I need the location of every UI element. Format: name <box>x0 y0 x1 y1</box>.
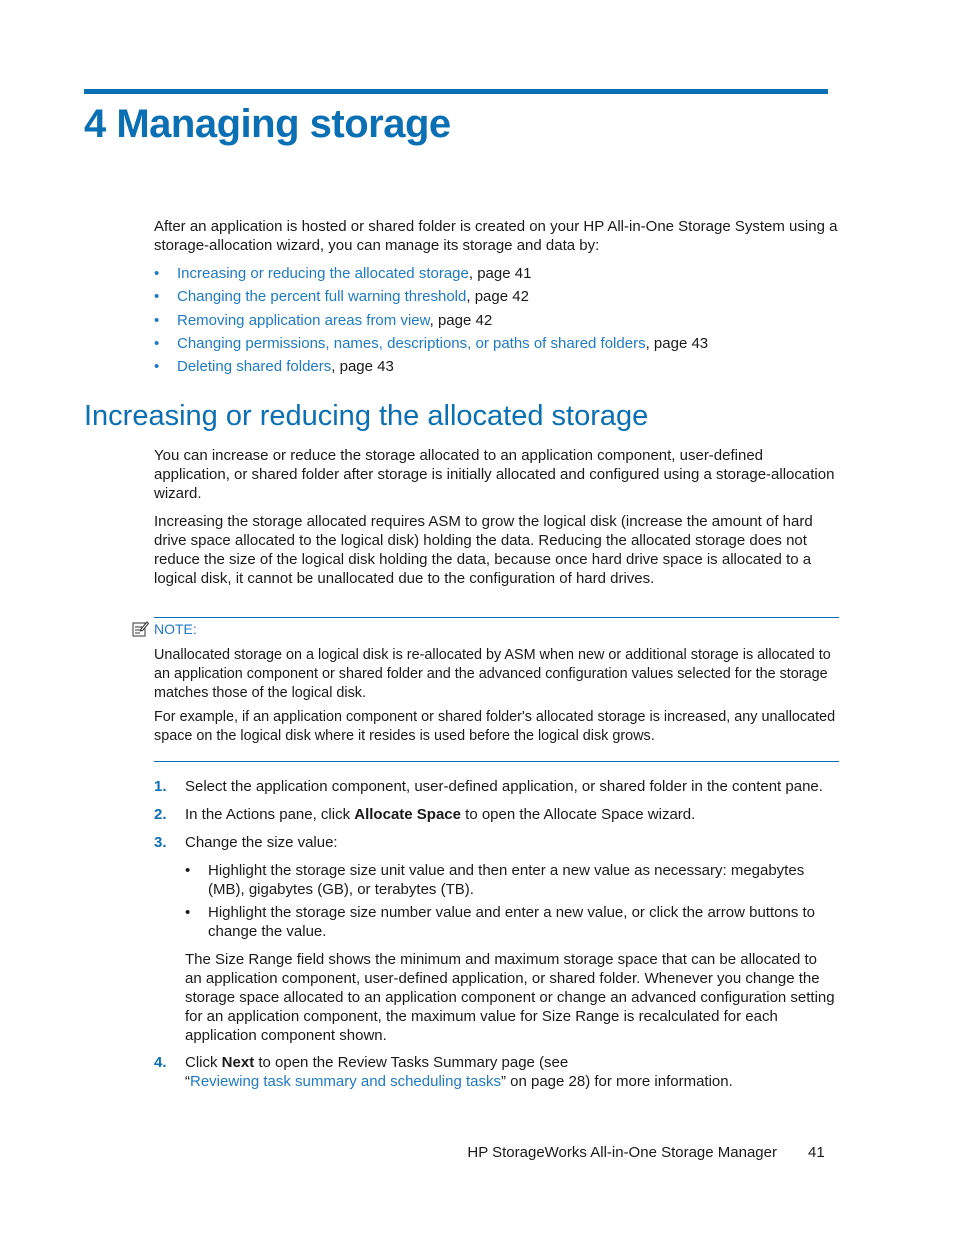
note-paragraph: Unallocated storage on a logical disk is re-allocated by ASM when new or additional storage is allocated to an application component or shared folder and the advanced configuration values selected for the storage matches those of the logical disk. <box>154 647 831 701</box>
step-number: 1. <box>154 778 167 795</box>
step-text: Click Next to open the Review Tasks Summary page (see “Reviewing task summary and scheduling tasks” on page 28) for more information. <box>185 1054 733 1090</box>
step-3-paragraph: The Size Range field shows the minimum and maximum storage space that can be allocated to an application component, user-defined application, or shared folder. Whenever you change the storage space allocated to an application component or change an advanced configuration setting for an application component, the maximum value for Size Range is recalculated for each application component shown. <box>185 951 835 1044</box>
ui-term: Allocate Space <box>354 806 461 823</box>
toc-item: • Changing the percent full warning threshold, page 42 <box>154 288 529 306</box>
intro-paragraph: After an application is hosted or shared folder is created on your HP All-in-One Storage System using a storage-allocation wizard, you can manage its storage and data by: <box>154 218 838 254</box>
note-header <box>132 620 197 637</box>
sub-bullet-text: Highlight the storage size number value and enter a new value, or click the arrow buttons to change the value. <box>208 904 816 940</box>
step-3 <box>154 833 840 852</box>
chapter-toc-list <box>154 264 708 380</box>
toc-link[interactable]: Changing the percent full warning threshold <box>177 288 467 306</box>
step-2 <box>154 805 840 824</box>
step-number: 2. <box>154 806 167 823</box>
note-icon <box>132 620 149 637</box>
step-text: Select the application component, user-defined application, or shared folder in the content pane. <box>185 778 823 795</box>
toc-link[interactable]: Changing permissions, names, descriptions, or paths of shared folders <box>177 334 646 352</box>
footer-title: HP StorageWorks All-in-One Storage Manager <box>467 1144 777 1161</box>
sub-bullet-text: Highlight the storage size unit value and then enter a new value as necessary: megabytes (MB), gigabytes (GB), or terabytes (TB). <box>208 862 805 898</box>
note-paragraph: For example, if an application component or shared folder's allocated storage is increased, any unallocated space on the logical disk where it resides is used before the logical disk grows. <box>154 709 836 744</box>
ui-term: Next <box>221 1054 255 1071</box>
step-4 <box>154 1053 840 1091</box>
chapter-title: 4 Managing storage <box>84 102 451 146</box>
toc-item: • Increasing or reducing the allocated storage, page 41 <box>154 265 532 282</box>
step-number: 4. <box>154 1054 167 1071</box>
toc-item: • Removing application areas from view, page 42 <box>154 311 493 329</box>
note-bottom-rule <box>154 761 839 762</box>
section-title: Increasing or reducing the allocated storage <box>84 400 649 432</box>
cross-reference-link[interactable]: Reviewing task summary and scheduling tasks <box>190 1073 501 1090</box>
toc-link[interactable]: Removing application areas from view <box>177 311 430 329</box>
step-1 <box>154 777 840 796</box>
sub-bullet: • Highlight the storage size unit value and then enter a new value as necessary: megabytes (MB), gigabytes (GB), or terabytes (TB). <box>185 861 835 899</box>
note-label: NOTE: <box>154 620 197 637</box>
step-text: In the Actions pane, click Allocate Space to open the Allocate Space wizard. <box>185 806 696 823</box>
toc-item: • Deleting shared folders, page 43 <box>154 358 394 376</box>
sub-bullet: • Highlight the storage size number value and enter a new value, or click the arrow buttons to change the value. <box>185 903 835 941</box>
toc-link[interactable]: Increasing or reducing the allocated storage <box>177 265 469 282</box>
page-number: 41 <box>808 1144 825 1161</box>
step-number: 3. <box>154 834 167 851</box>
section-paragraph: You can increase or reduce the storage allocated to an application component, user-defined application, or shared folder after storage is initially allocated and configured using a storage-allocation wizard. <box>154 447 835 502</box>
section-paragraph: Increasing the storage allocated requires ASM to grow the logical disk (increase the amount of hard drive space allocated to the logical disk) holding the data. Reducing the allocated storage does not reduce the size of the logical disk holding the data, because once hard drive space is allocated to a logical disk, it cannot be unallocated due to the configuration of hard drives. <box>154 513 813 587</box>
chapter-top-rule <box>84 89 828 94</box>
toc-link[interactable]: Deleting shared folders <box>177 358 332 376</box>
step-text: Change the size value: <box>185 834 338 851</box>
note-top-rule <box>154 617 839 618</box>
toc-item: • Changing permissions, names, descriptions, or paths of shared folders, page 43 <box>154 334 709 352</box>
